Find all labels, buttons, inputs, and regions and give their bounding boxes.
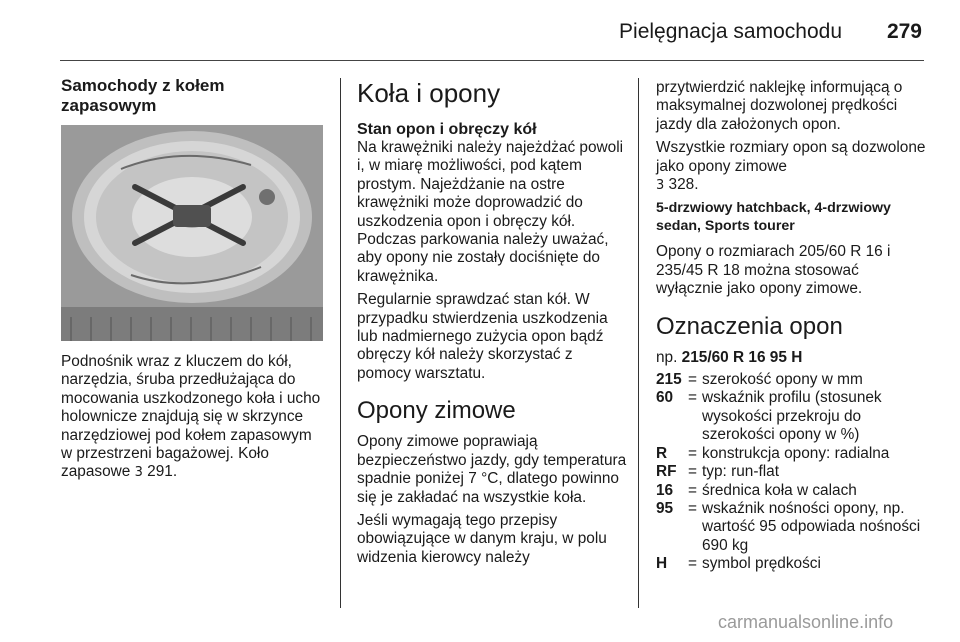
spare-wheel-photo xyxy=(61,125,323,341)
caption-page-ref: 291. xyxy=(142,463,178,481)
page-number: 279 xyxy=(886,20,922,43)
paragraph: Opony zimowe poprawiają bezpieczeństwo jazdy, gdy temperatura spadnie poniżej 7 °C, dlatego powinno się je zakładać na wszystkie koła. xyxy=(357,433,627,506)
chapter-title: Koła i opony xyxy=(357,78,501,108)
section-heading: Opony zimowe xyxy=(357,397,516,425)
example-code: 215/60 R 16 95 H xyxy=(681,348,803,366)
definition-row: 215 = szerokość opony w mm xyxy=(656,371,863,389)
reference-arrow-icon: 3 xyxy=(656,178,665,194)
caption-text: Podnośnik wraz z kluczem do kół, narzędzia, śruba przedłużająca do mocowania uszkodzonego koła i ucho holownicze znajdują się w skrzynce narzędziowej pod kołem zapasowym w przestrzeni bagażowej. Koło zapasowe xyxy=(61,353,321,481)
definition-row: 60 = wskaźnik profilu (stosunek wysokości przekroju do szerokości opony w %) xyxy=(656,389,882,444)
paragraph: Jeśli wymagają tego przepisy obowiązujące w danym kraju, w polu widzenia kierowcy należy xyxy=(357,511,607,566)
definition-row: R = konstrukcja opony: radialna xyxy=(656,444,890,462)
tire-code-example xyxy=(656,349,928,367)
section-heading: Stan opon i obręczy kół xyxy=(357,121,537,138)
paragraph: Regularnie sprawdzać stan kół. W przypadku stwierdzenia uszkodzenia lub nadmiernego zużycia opon bądź obręczy kół należy skorzystać z pomocy warsztatu. xyxy=(357,291,608,382)
column-1 xyxy=(61,76,323,488)
column-divider xyxy=(340,78,341,608)
photo-caption xyxy=(61,353,323,483)
spare-wheel-tools-icon xyxy=(61,125,323,341)
watermark: carmanualsonline.info xyxy=(718,612,894,632)
definition-row: RF = typ: run-flat xyxy=(656,463,779,481)
running-header-title: Pielęgnacja samochodu xyxy=(619,20,842,43)
paragraph xyxy=(656,139,928,195)
paragraph: Na krawężniki należy najeżdżać powoli i, w miarę możliwości, pod kątem prostym. Najeżdżanie na ostre krawężniki może doprowadzić do uszkodzenia opon i obręczy kół. Podczas parkowania należy uważać, aby opony nie zostały dociśnięte do krawężnika. xyxy=(357,139,624,285)
section-heading: Samochody z kołem zapasowym xyxy=(61,76,225,115)
paragraph-text: Wszystkie rozmiary opon są dozwolone jako opony zimowe xyxy=(656,139,926,175)
paragraph: Opony o rozmiarach 205/60 R 16 i 235/45 R 18 można stosować wyłącznie jako opony zimowe. xyxy=(656,243,891,298)
section-heading: Oznaczenia opon xyxy=(656,312,843,340)
reference-arrow-icon: 3 xyxy=(134,465,143,481)
column-divider xyxy=(638,78,639,608)
tire-code-definitions xyxy=(656,371,928,573)
header-rule xyxy=(60,60,924,61)
sub-heading: 5-drzwiowy hatchback, 4-drzwiowy sedan, Sports tourer xyxy=(656,200,891,234)
definition-row: 16 = średnica koła w calach xyxy=(656,481,857,499)
column-3 xyxy=(656,79,928,574)
example-prefix: np. xyxy=(656,348,682,366)
paragraph-page-ref: 328. xyxy=(664,176,699,194)
paragraph: przytwierdzić naklejkę informującą o maksymalnej dozwolonej prędkości jazdy dla założonych opon. xyxy=(656,79,903,133)
definition-row: H = symbol prędkości xyxy=(656,555,821,573)
definition-row: 95 = wskaźnik nośności opony, np. wartość 95 odpowiada nośności 690 kg xyxy=(656,499,921,554)
column-2 xyxy=(357,76,627,572)
